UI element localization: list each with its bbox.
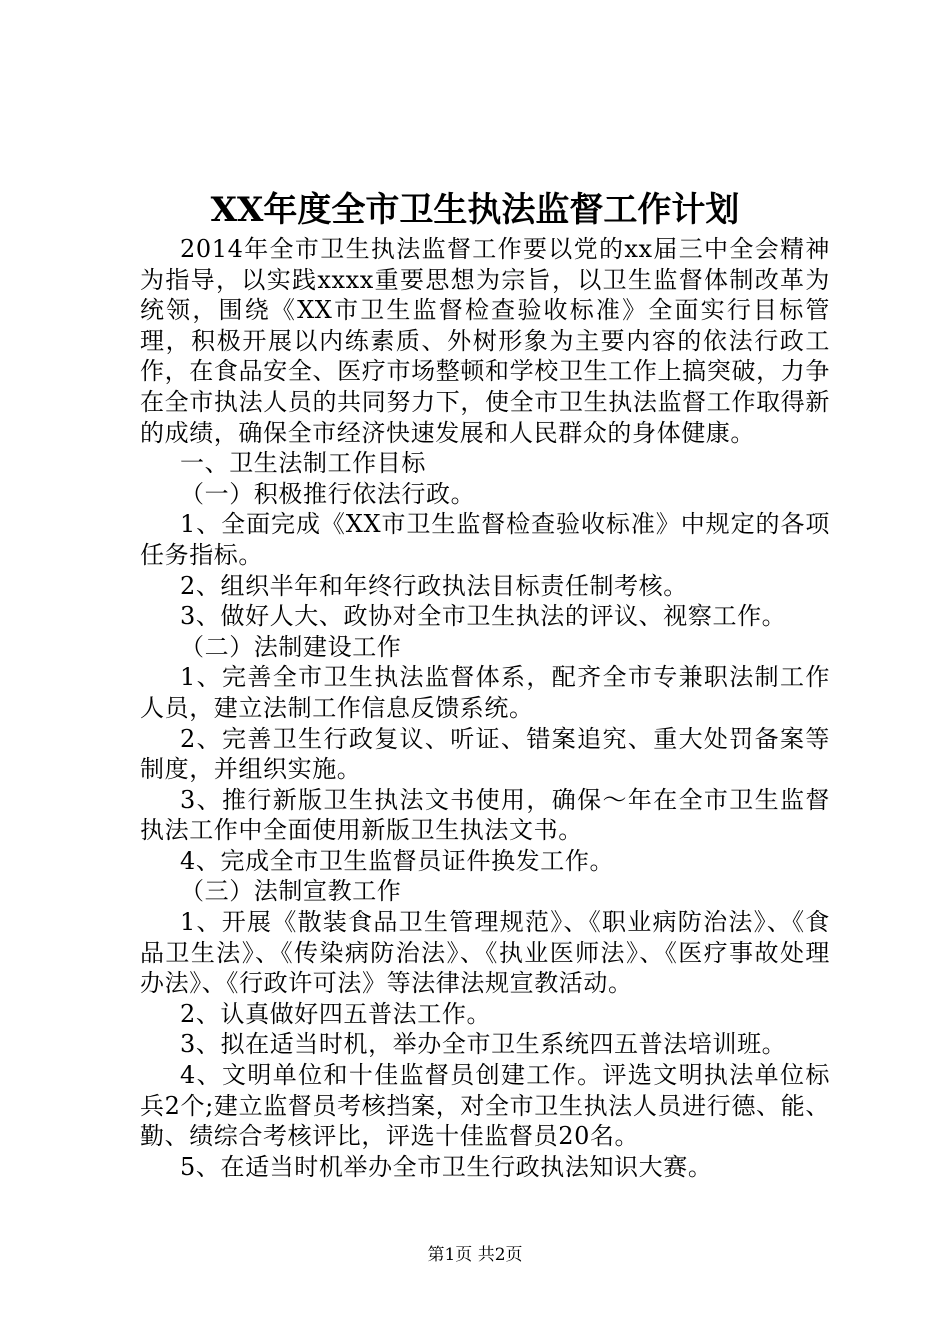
list-item: 2、认真做好四五普法工作。	[180, 999, 492, 1028]
list-item: 3、做好人大、政协对全市卫生执法的评议、视察工作。	[180, 602, 787, 631]
subsection-heading: （三）法制宣教工作	[180, 877, 402, 906]
list-item: 4、文明单位和十佳监督员创建工作。评选文明执法单位标兵2个;建立监督员考核挡案，对全市卫生执法人员进行德、能、勤、绩综合考核评比，评选十佳监督员20名。	[140, 1061, 830, 1151]
list-item: 3、推行新版卫生执法文书使用，确保～年在全市卫生监督执法工作中全面使用新版卫生执法文书。	[140, 785, 830, 845]
list-item: 2、组织半年和年终行政执法目标责任制考核。	[180, 571, 688, 600]
list-item: 1、开展《散装食品卫生管理规范》、《职业病防治法》、《食品卫生法》、《传染病防治法》、《执业医师法》、《医疗事故处理办法》、《行政许可法》等法律法规宣教活动。	[140, 908, 830, 998]
section-heading: 一、卫生法制工作目标	[180, 449, 426, 478]
list-item: 3、拟在适当时机，举办全市卫生系统四五普法培训班。	[180, 1030, 787, 1059]
list-item: 5、在适当时机举办全市卫生行政执法知识大赛。	[180, 1152, 713, 1181]
document-body	[140, 234, 830, 1182]
intro-paragraph: 2014年全市卫生执法监督工作要以党的xx届三中全会精神为指导，以实践xxxx重要思想为宗旨，以卫生监督体制改革为统领，围绕《XX市卫生监督检查验收标准》全面实行目标管理，积极开展以内练素质、外树形象为主要内容的依法行政工作，在食品安全、医疗市场整顿和学校卫生工作上搞突破，力争在全市执法人员的共同努力下，使全市卫生执法监督工作取得新的成绩，确保全市经济快速发展和人民群众的身体健康。	[140, 235, 830, 447]
list-item: 1、全面完成《XX市卫生监督检查验收标准》中规定的各项任务指标。	[140, 510, 830, 569]
subsection-heading: （一）积极推行依法行政。	[180, 479, 476, 508]
subsection-heading: （二）法制建设工作	[180, 632, 402, 661]
list-item: 1、完善全市卫生执法监督体系，配齐全市专兼职法制工作人员，建立法制工作信息反馈系统。	[140, 663, 830, 722]
list-item: 4、完成全市卫生监督员证件换发工作。	[180, 846, 615, 875]
list-item: 2、完善卫生行政复议、听证、错案追究、重大处罚备案等制度，并组织实施。	[140, 724, 830, 784]
document-title: XX年度全市卫生执法监督工作计划	[210, 190, 740, 230]
page-footer: 第1页 共2页	[427, 1245, 523, 1265]
